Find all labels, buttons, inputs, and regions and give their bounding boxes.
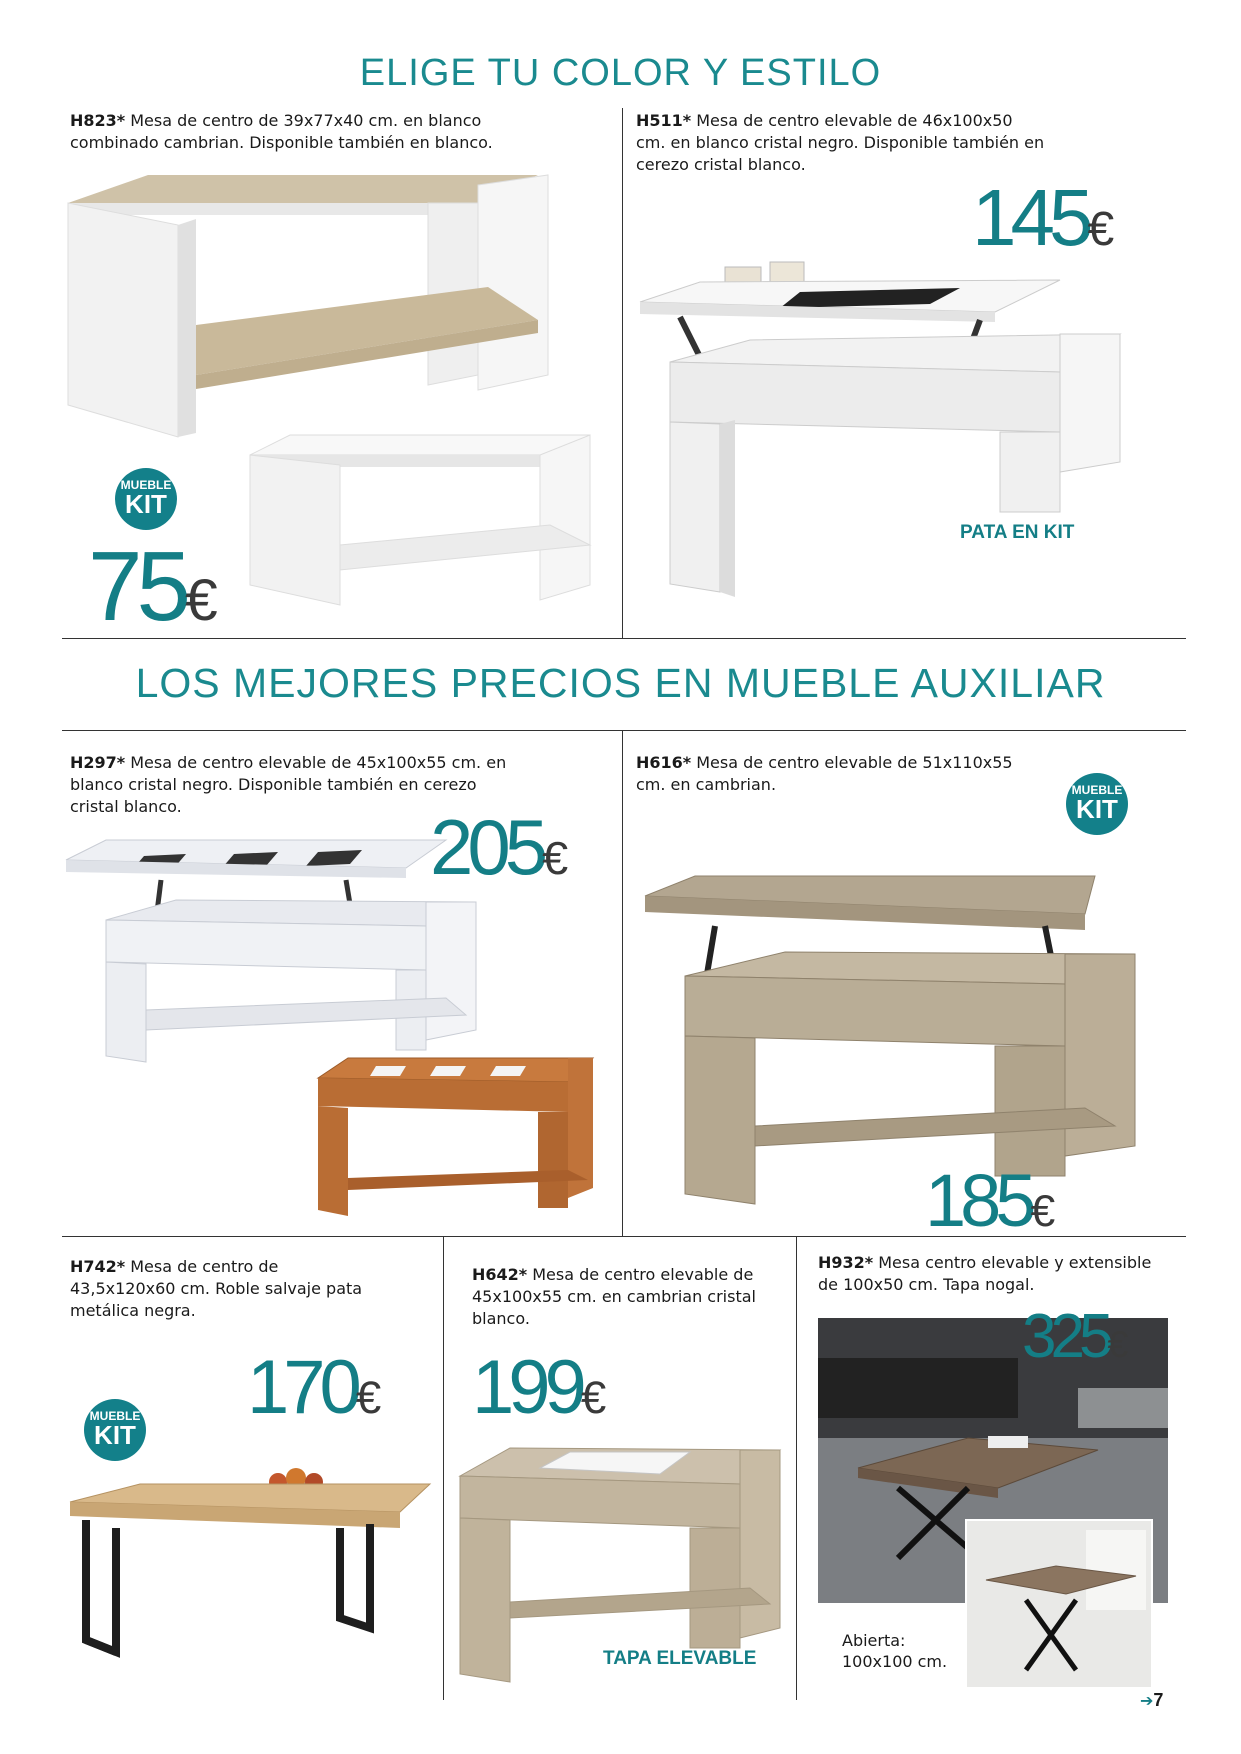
open-label: Abierta: bbox=[842, 1631, 906, 1650]
arrow-icon: ➔ bbox=[1140, 1693, 1154, 1710]
product-h616-price bbox=[925, 1159, 1056, 1242]
product-code: H742* bbox=[70, 1257, 126, 1276]
product-h823-price bbox=[88, 531, 218, 641]
mueble-kit-badge bbox=[84, 1399, 146, 1461]
badge-line2: KIT bbox=[125, 489, 167, 519]
price-value: 205 bbox=[430, 803, 543, 891]
price-currency: € bbox=[1087, 203, 1115, 256]
page-number-value: 7 bbox=[1153, 1690, 1164, 1710]
product-h932-description bbox=[818, 1252, 1158, 1296]
section-heading-color-style: ELIGE TU COLOR Y ESTILO bbox=[359, 52, 882, 94]
rule-mid-section bbox=[62, 730, 1186, 731]
product-h642-note: TAPA ELEVABLE bbox=[603, 1648, 757, 1669]
product-h742-price bbox=[247, 1345, 382, 1430]
open-dimensions: 100x100 cm. bbox=[842, 1652, 948, 1671]
page-number bbox=[1140, 1690, 1163, 1711]
rule-vertical-bottom-2 bbox=[796, 1236, 797, 1700]
product-code: H642* bbox=[472, 1265, 528, 1284]
price-value: 170 bbox=[247, 1345, 356, 1430]
price-currency: € bbox=[185, 568, 218, 633]
price-value: 145 bbox=[972, 173, 1088, 262]
product-h642-description bbox=[472, 1264, 772, 1330]
badge-line1: MUEBLE bbox=[89, 1409, 141, 1423]
product-h932-price bbox=[1022, 1302, 1129, 1371]
rule-top-section bbox=[62, 638, 1186, 639]
product-h642-price bbox=[472, 1345, 607, 1430]
rule-vertical-bottom-1 bbox=[443, 1236, 444, 1700]
product-h511-price bbox=[972, 173, 1115, 262]
price-currency: € bbox=[1030, 1187, 1056, 1236]
product-h823-description bbox=[70, 110, 540, 154]
badge-line2: KIT bbox=[1076, 794, 1118, 824]
product-desc: Mesa de centro elevable de 45x100x55 cm. en cambrian cristal blanco. bbox=[472, 1265, 756, 1328]
mueble-kit-badge bbox=[115, 468, 177, 530]
price-currency: € bbox=[355, 1372, 382, 1423]
badge-line1: MUEBLE bbox=[1071, 783, 1123, 797]
product-h823-white-image bbox=[250, 435, 590, 605]
product-h823-image bbox=[68, 175, 548, 445]
product-desc: Mesa de centro elevable de 51x110x55 cm. en cambrian. bbox=[636, 753, 1013, 794]
product-desc: Mesa de centro elevable de 45x100x55 cm. en blanco cristal negro. Disponible también en cerezo cristal blanco. bbox=[70, 753, 507, 816]
rule-vertical-mid bbox=[622, 730, 623, 1236]
product-code: H511* bbox=[636, 111, 692, 130]
rule-vertical-top bbox=[622, 108, 623, 638]
product-desc: Mesa centro elevable y extensible de 100x50 cm. Tapa nogal. bbox=[818, 1253, 1152, 1294]
price-value: 185 bbox=[925, 1159, 1031, 1242]
badge-line1: MUEBLE bbox=[120, 478, 172, 492]
badge-line2: KIT bbox=[94, 1420, 136, 1450]
product-desc: Mesa de centro de 39x77x40 cm. en blanco combinado cambrian. Disponible también en blanco. bbox=[70, 111, 493, 152]
price-value: 325 bbox=[1022, 1302, 1108, 1371]
product-desc: Mesa de centro elevable de 46x100x50 cm. en blanco cristal negro. Disponible también en cerezo cristal blanco. bbox=[636, 111, 1045, 174]
product-h511-description bbox=[636, 110, 1046, 176]
product-code: H932* bbox=[818, 1253, 874, 1272]
product-h297-cherry-image bbox=[318, 1058, 593, 1218]
mueble-kit-badge bbox=[1066, 773, 1128, 835]
product-code: H297* bbox=[70, 753, 126, 772]
product-code: H616* bbox=[636, 753, 692, 772]
product-h932-open-photo bbox=[966, 1520, 1152, 1688]
product-desc: Mesa de centro de 43,5x120x60 cm. Roble salvaje pata metálica negra. bbox=[70, 1257, 363, 1320]
product-h511-note: PATA EN KIT bbox=[960, 522, 1075, 543]
product-h932-open-size bbox=[842, 1630, 947, 1672]
price-currency: € bbox=[542, 832, 569, 884]
product-h511-image bbox=[640, 262, 1125, 597]
product-h616-description bbox=[636, 752, 1036, 796]
price-currency: € bbox=[580, 1372, 607, 1423]
price-value: 75 bbox=[88, 531, 186, 641]
product-code: H823* bbox=[70, 111, 126, 130]
price-value: 199 bbox=[472, 1345, 581, 1430]
section-heading-best-prices: LOS MEJORES PRECIOS EN MUEBLE AUXILIAR bbox=[135, 660, 1106, 706]
product-h742-image bbox=[70, 1468, 430, 1656]
product-h742-description bbox=[70, 1256, 370, 1322]
price-currency: € bbox=[1107, 1323, 1129, 1365]
product-h297-image bbox=[66, 840, 486, 1065]
product-h616-image bbox=[645, 876, 1145, 1206]
